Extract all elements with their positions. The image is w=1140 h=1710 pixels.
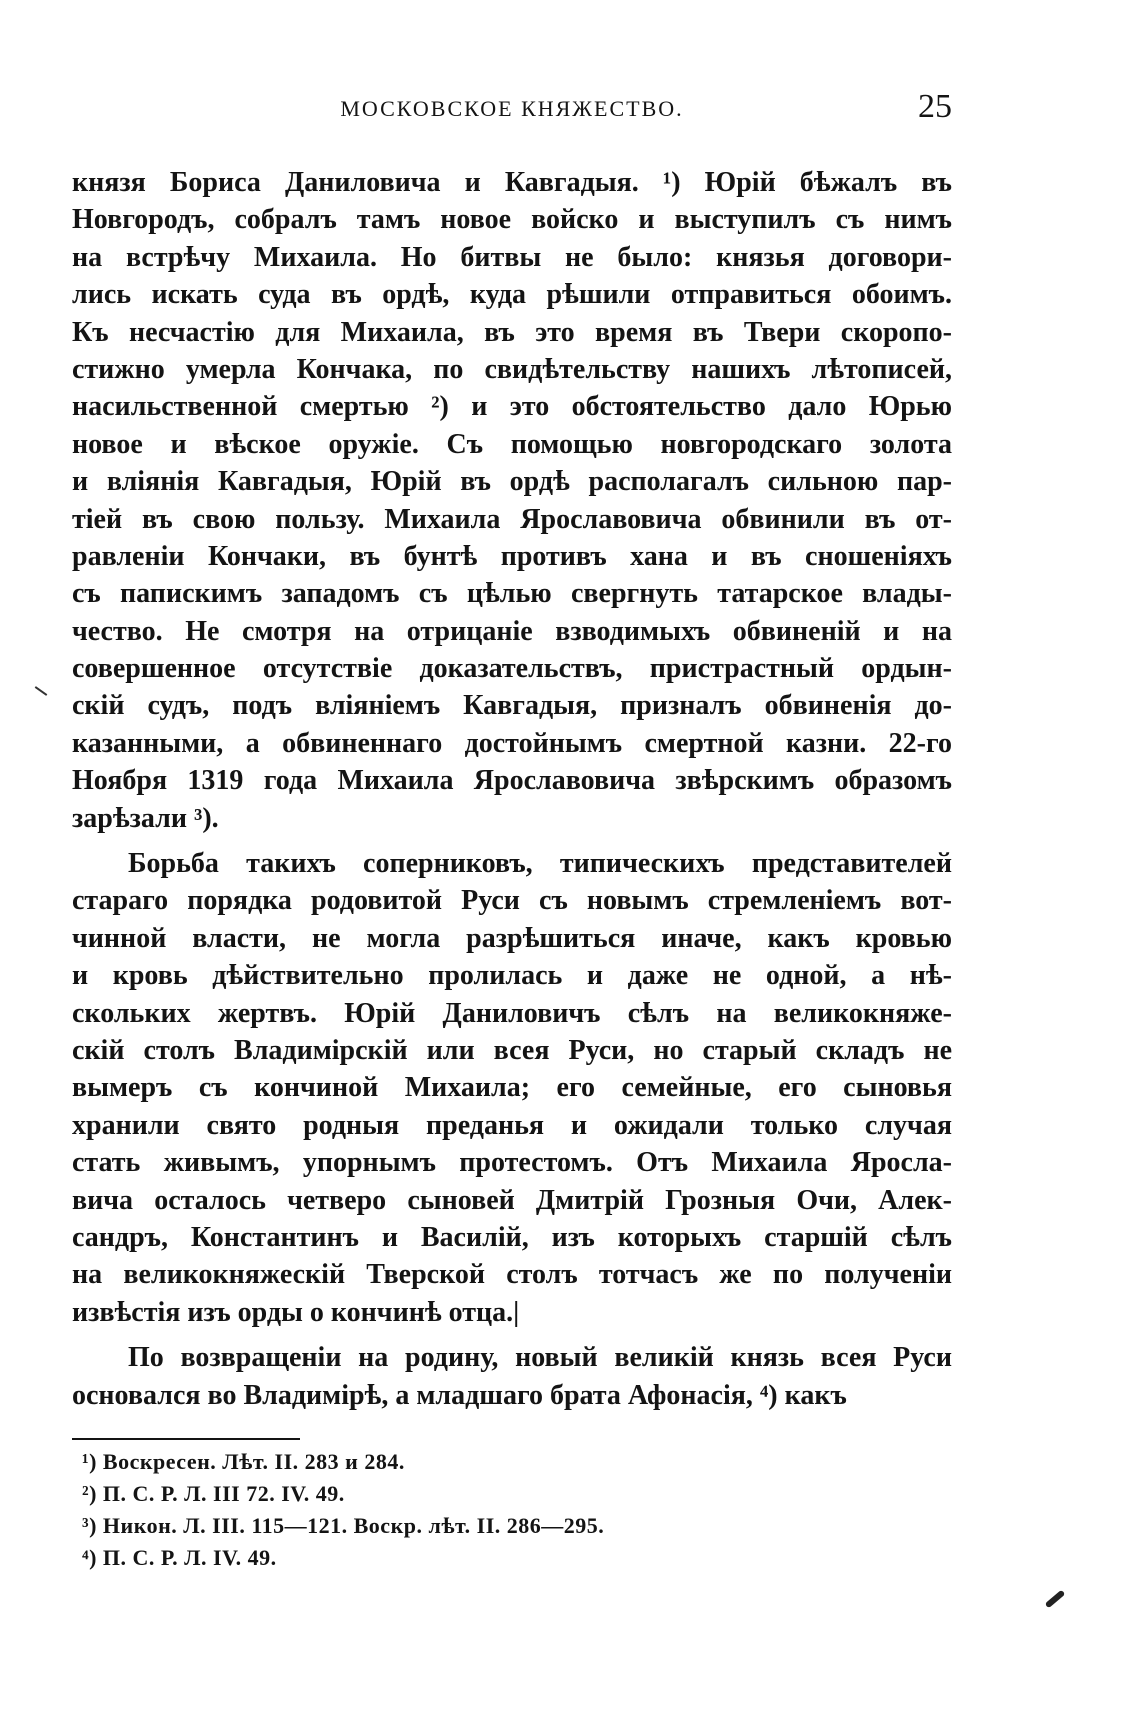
text-line: тіей въ свою пользу. Михаила Ярославовича обвинили въ от- — [72, 503, 952, 535]
text-line: стижно умерла Кончака, по свидѣтельству нашихъ лѣтописей, — [72, 353, 952, 385]
text-line: равленіи Кончаки, въ бунтѣ противъ хана и въ сношеніяхъ — [72, 540, 952, 572]
text-line: хранили свято родныя преданья и ожидали только случая — [72, 1109, 952, 1141]
text-line: Борьба такихъ соперниковъ, типическихъ представителей — [128, 848, 952, 880]
text-line: съ папискимъ западомъ съ цѣлью свергнуть татарское влады- — [72, 578, 952, 610]
footnote: ²) П. С. Р. Л. III 72. IV. 49. — [82, 1481, 345, 1506]
footnote: ¹) Воскресен. Лѣт. II. 283 и 284. — [82, 1449, 405, 1474]
paragraph — [72, 845, 952, 1331]
page-number: 25 — [918, 88, 952, 125]
text-line: скій столъ Владимірскій или всея Руси, но старый складъ не — [72, 1034, 952, 1066]
text-line: на великокняжескій Тверской столъ тотчасъ же по полученіи — [72, 1259, 952, 1291]
text-line: и вліянія Кавгадыя, Юрій въ ордѣ располагалъ сильною пар- — [72, 466, 952, 498]
text-line: князя Бориса Даниловича и Кавгадыя. ¹) Юрій бѣжалъ въ — [72, 167, 952, 198]
text-line: Ноября 1319 года Михаила Ярославовича звѣрскимъ образомъ — [72, 765, 952, 797]
text-line: основался во Владимірѣ, а младшаго брата Афонасія, ⁴) какъ — [72, 1379, 847, 1411]
text-line: лись искать суда въ ордѣ, куда рѣшили отправиться обоимъ. — [72, 279, 952, 311]
text-line: вымеръ съ кончиной Михаила; его семейные, его сыновья — [72, 1072, 952, 1104]
text-line: стать живымъ, упорнымъ протестомъ. Отъ Михаила Яросла- — [72, 1147, 952, 1179]
text-line: сандръ, Константинъ и Василій, изъ которыхъ старшій сѣлъ — [72, 1221, 952, 1253]
paragraph-gap — [72, 837, 952, 845]
footnote-rule — [72, 1438, 300, 1440]
footnote: ³) Никон. Л. III. 115—121. Воскр. лѣт. II. 286—295. — [82, 1513, 605, 1538]
text-line: насильственной смертью ²) и это обстоятельство дало Юрью — [72, 391, 952, 423]
footnotes — [82, 1446, 604, 1574]
text-line: казанными, а обвиненнаго достойнымъ смертной казни. 22-го — [72, 727, 952, 759]
text-line: вича осталось четверо сыновей Дмитрій Грозныя Очи, Алек- — [72, 1184, 952, 1216]
footnote: ⁴) П. С. Р. Л. IV. 49. — [82, 1545, 277, 1570]
text-line: скольких жертвъ. Юрій Даниловичъ сѣлъ на великокняже- — [72, 997, 952, 1029]
margin-mark — [35, 686, 48, 696]
text-line: зарѣзали ³). — [72, 802, 219, 834]
text-line: совершенное отсутствіе доказательствъ, пристрастный ордын- — [72, 653, 952, 685]
text-line: чество. Не смотря на отрицаніе взводимыхъ обвиненій и на — [72, 615, 952, 647]
text-line: скій судъ, подъ вліяніемъ Кавгадыя, призналъ обвиненія до- — [72, 690, 952, 722]
text-line: Новгородъ, собралъ тамъ новое войско и выступилъ съ нимъ — [72, 204, 952, 236]
paragraph — [72, 1339, 952, 1414]
text-line: и кровь дѣйствительно пролилась и даже не одной, а нѣ- — [72, 960, 952, 992]
text-line: извѣстія изъ орды о кончинѣ отца.| — [72, 1296, 520, 1328]
body-text — [72, 164, 952, 1414]
text-line: стараго порядка родовитой Руси съ новымъ стремленіемъ вот- — [72, 885, 952, 917]
text-line: на встрѣчу Михаила. Но битвы не было: князья договори- — [72, 241, 952, 273]
running-head: МОСКОВСКОЕ КНЯЖЕСТВО. — [340, 96, 684, 121]
margin-mark — [1045, 1590, 1066, 1609]
paragraph-gap — [72, 1331, 952, 1339]
text-line: чинной власти, не могла разрѣшиться иначе, какъ кровью — [72, 922, 952, 954]
paragraph — [72, 164, 952, 837]
text-line: По возвращеніи на родину, новый великій князь всея Руси — [128, 1342, 952, 1374]
text-line: новое и вѣское оружіе. Съ помощью новгородскаго золота — [72, 428, 952, 460]
page-header — [72, 88, 952, 132]
text-line: Къ несчастію для Михаила, въ это время въ Твери скоропо- — [72, 316, 952, 348]
